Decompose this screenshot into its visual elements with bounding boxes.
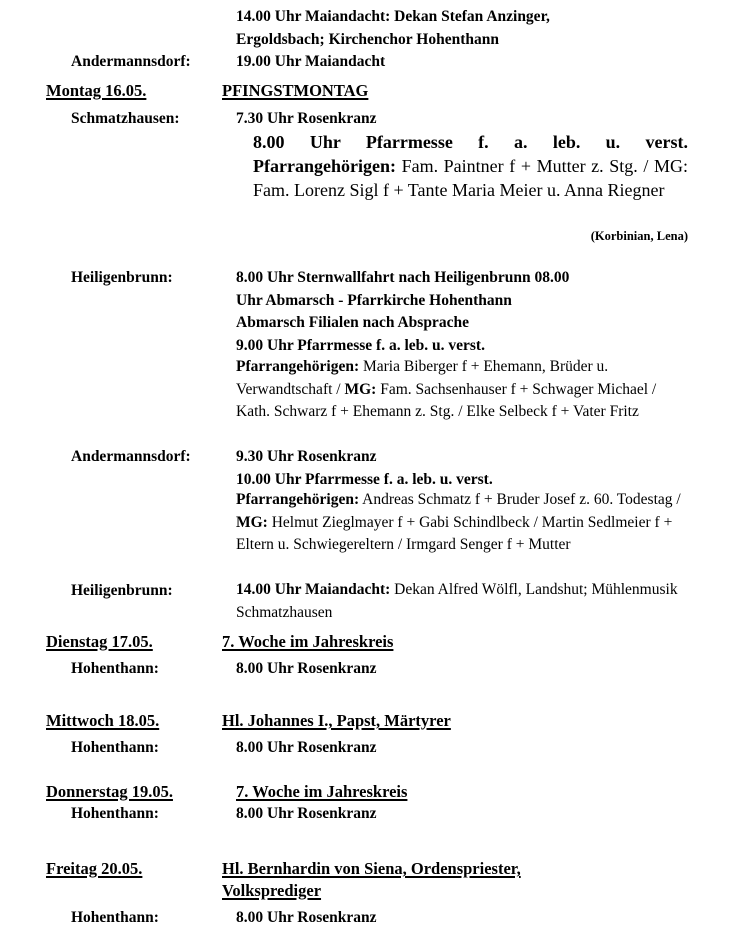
- location-label: Hohenthann:: [71, 739, 159, 756]
- intention-text: Maria Biberger f + Ehemann, Brüder u. Verwandtschaft /: [236, 358, 609, 398]
- entry-text: 7.30 Uhr Rosenkranz: [236, 110, 377, 127]
- day-title: 7. Woche im Jahreskreis: [236, 782, 408, 801]
- entry-text: 9.00 Uhr Pfarrmesse f. a. leb. u. verst.: [236, 337, 485, 354]
- devotion-lead: 14.00 Uhr Maiandacht:: [236, 581, 391, 598]
- devotion-text: Dekan Alfred Wölfl, Landshut; Mühlenmusik Schmatzhausen: [236, 581, 678, 621]
- location-label: Hohenthann:: [71, 909, 159, 926]
- entry-text: 8.00 Uhr Sternwallfahrt nach Heiligenbrunn 08.00: [236, 269, 570, 286]
- day-title: PFINGSTMONTAG: [222, 81, 369, 100]
- location-label: Andermannsdorf:: [71, 53, 191, 70]
- entry-text: Abmarsch Filialen nach Absprache: [236, 314, 469, 331]
- entry-text: 9.30 Uhr Rosenkranz: [236, 448, 377, 465]
- entry-text: 8.00 Uhr Rosenkranz: [236, 660, 377, 677]
- entry-text: 8.00 Uhr Rosenkranz: [236, 739, 377, 756]
- mg-label: MG:: [236, 513, 268, 531]
- location-label: Hohenthann:: [71, 660, 159, 677]
- location-label: Heiligenbrunn:: [71, 269, 173, 286]
- day-date: Montag 16.05.: [46, 81, 147, 100]
- day-date: Freitag 20.05.: [46, 859, 143, 878]
- day-date: Dienstag 17.05.: [46, 632, 153, 651]
- day-date: Donnerstag 19.05.: [46, 782, 173, 801]
- location-label: Andermannsdorf:: [71, 448, 191, 465]
- location-label: Hohenthann:: [71, 805, 159, 822]
- intention-text: Helmut Zieglmayer f + Gabi Schindlbeck / Martin Sedlmeier f + Eltern u. Schwiegereltern / Irmgard Senger f + Mutter: [236, 513, 673, 554]
- entry-text: 8.00 Uhr Rosenkranz: [236, 909, 377, 926]
- top-line-1: 14.00 Uhr Maiandacht: Dekan Stefan Anzinger,: [236, 8, 550, 25]
- day-title: 7. Woche im Jahreskreis: [222, 632, 394, 651]
- location-label: Heiligenbrunn:: [71, 582, 173, 599]
- entry-text: 19.00 Uhr Maiandacht: [236, 53, 386, 70]
- mass-intention-block: [253, 130, 688, 202]
- ministrants-note: (Korbinian, Lena): [590, 229, 688, 243]
- mass-rest: Fam. Paintner f + Mutter z. Stg. / MG: Fam. Lorenz Sigl f + Tante Maria Meier u. Anna Riegner: [253, 156, 688, 200]
- intention-text: Andreas Schmatz f + Bruder Josef z. 60. Todestag /: [359, 491, 681, 508]
- day-title: Hl. Johannes I., Papst, Märtyrer: [222, 711, 451, 730]
- intention-lead: Pfarrangehörigen:: [236, 491, 360, 508]
- mass-lead: 8.00 Uhr Pfarrmesse f. a. leb. u. verst. Pfarrangehörigen:: [253, 132, 688, 176]
- intention-paragraph: [236, 489, 688, 557]
- intention-paragraph: [236, 356, 688, 424]
- entry-text: Uhr Abmarsch - Pfarrkirche Hohenthann: [236, 292, 512, 309]
- mg-label: MG:: [344, 380, 377, 398]
- entry-text: 10.00 Uhr Pfarrmesse f. a. leb. u. verst.: [236, 471, 493, 488]
- devotion-paragraph: [236, 579, 688, 624]
- day-date: Mittwoch 18.05.: [46, 711, 160, 730]
- day-title: Hl. Bernhardin von Siena, Ordenspriester,: [222, 859, 521, 878]
- day-title-cont: Volksprediger: [222, 881, 322, 900]
- intention-text: Fam. Sachsenhauser f + Schwager Michael / Kath. Schwarz f + Ehemann z. Stg. / Elke Selbeck f + Vater Fritz: [236, 380, 657, 421]
- intention-lead: Pfarrangehörigen:: [236, 358, 360, 375]
- entry-text: 8.00 Uhr Rosenkranz: [236, 805, 377, 822]
- location-label: Schmatzhausen:: [71, 110, 180, 127]
- top-line-2: Ergoldsbach; Kirchenchor Hohenthann: [236, 31, 499, 48]
